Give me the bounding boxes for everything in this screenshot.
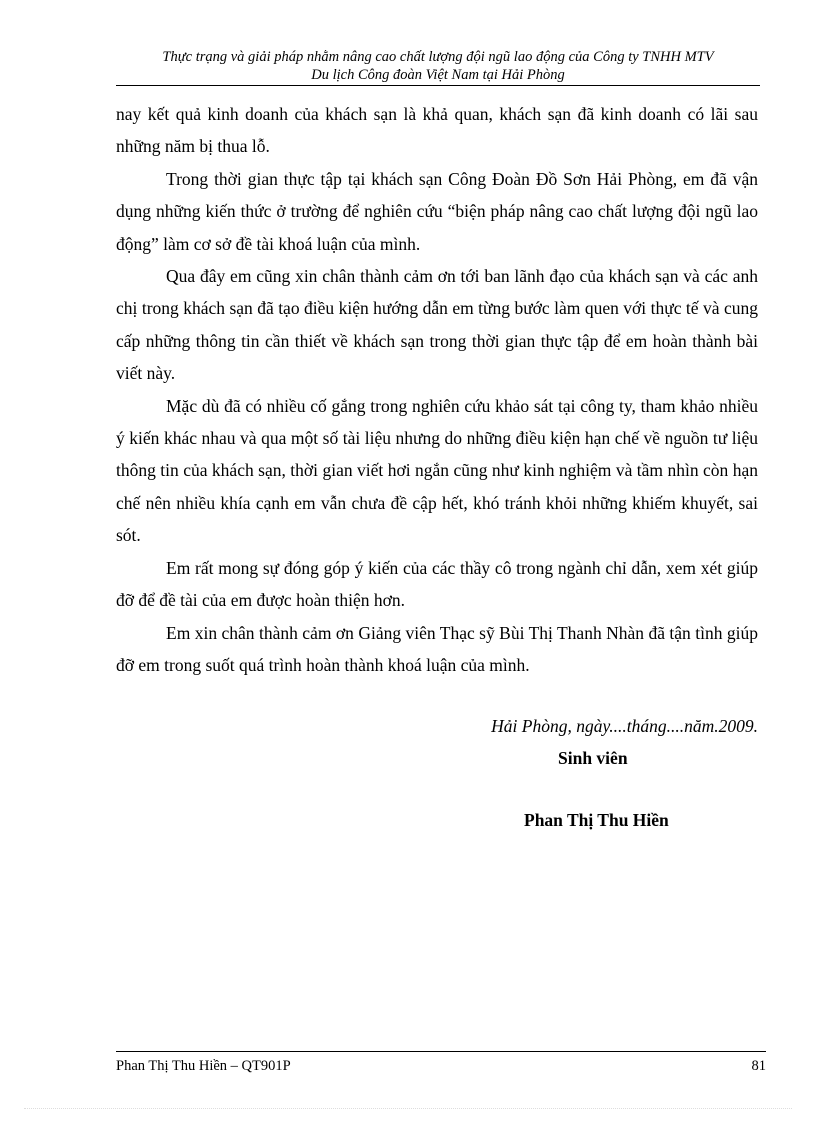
paragraph: Em rất mong sự đóng góp ý kiến của các thầy cô trong ngành chỉ dẫn, xem xét giúp đỡ để đề tài của em được hoàn thiện hơn. — [116, 557, 758, 611]
page-edge-divider — [24, 1108, 792, 1109]
signer-role: Sinh viên — [558, 748, 628, 768]
running-header — [116, 48, 760, 86]
signature-block — [116, 710, 758, 830]
paragraph-continued: nay kết quả kinh doanh của khách sạn là khả quan, khách sạn đã kinh doanh có lãi sau những năm bị thua lỗ. — [116, 104, 758, 157]
page-footer — [116, 1051, 766, 1074]
footer-author: Phan Thị Thu Hiền – QT901P — [116, 1058, 291, 1074]
paragraph: Qua đây em cũng xin chân thành cảm ơn tới ban lãnh đạo của khách sạn và các anh chị trong khách sạn đã tạo điều kiện hướng dẫn em từng bước làm quen với thực tế và cung cấp những thông tin cần thiết về khách sạn trong thời gian thực tập để em hoàn thành bài viết này. — [116, 266, 758, 384]
paragraph: Trong thời gian thực tập tại khách sạn Công Đoàn Đồ Sơn Hải Phòng, em đã vận dụng những kiến thức ở trường để nghiên cứu “biện pháp nâng cao chất lượng đội ngũ lao động” làm cơ sở đề tài khoá luận của mình. — [116, 168, 758, 254]
header-line-2: Du lịch Công đoàn Việt Nam tại Hải Phòng — [311, 67, 565, 83]
header-line-1: Thực trạng và giải pháp nhằm nâng cao chất lượng đội ngũ lao động của Công ty TNHH MTV — [162, 49, 714, 65]
paragraph: Em xin chân thành cảm ơn Giảng viên Thạc sỹ Bùi Thị Thanh Nhàn đã tận tình giúp đỡ em trong suốt quá trình hoàn thành khoá luận của mình. — [116, 622, 758, 675]
paragraph: Mặc dù đã có nhiều cố gắng trong nghiên cứu khảo sát tại công ty, tham khảo nhiều ý kiến khác nhau và qua một số tài liệu nhưng do những điều kiện hạn chế về nguồn tư liệu thông tin của khách sạn, thời gian viết hơi ngắn cũng như kinh nghiệm và tầm nhìn còn hạn chế nên nhiều khía cạnh em vẫn chưa đề cập hết, khó tránh khỏi những khiếm khuyết, sai sót. — [116, 395, 758, 546]
body-text — [116, 98, 758, 681]
page-number: 81 — [751, 1058, 766, 1074]
date-line: Hải Phòng, ngày....tháng....năm.2009. — [491, 716, 758, 736]
signer-name: Phan Thị Thu Hiền — [524, 810, 669, 830]
